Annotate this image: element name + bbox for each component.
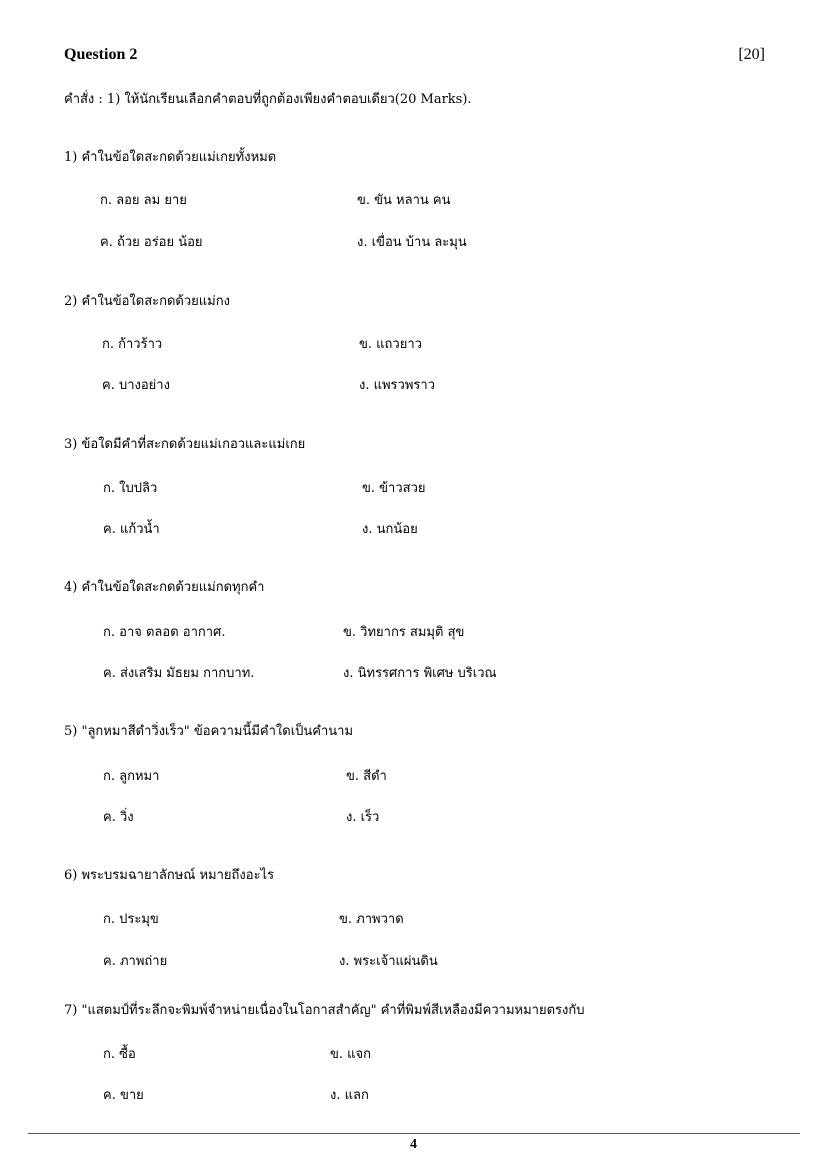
- option-c: ค. ขาย: [103, 1088, 144, 1103]
- question-text: 3) ข้อใดมีคำที่สะกดด้วยแม่เกอวและแม่เกย: [64, 437, 306, 452]
- option-b: ข. ข้าวสวย: [362, 481, 426, 496]
- option-b: ข. ภาพวาด: [339, 912, 404, 927]
- option-d: ง. แลก: [330, 1088, 369, 1103]
- question-text: 1) คำในข้อใดสะกดด้วยแม่เกยทั้งหมด: [64, 150, 277, 165]
- question-text: 5) "ลูกหมาสีดำวิ่งเร็ว" ข้อความนี้มีคำใดเป็นคำนาม: [64, 724, 354, 739]
- question-heading: Question 2: [64, 46, 138, 63]
- option-d: ง. เขื่อน บ้าน ละมุน: [357, 235, 467, 250]
- option-d: ง. เร็ว: [346, 810, 380, 825]
- question-text: 4) คำในข้อใดสะกดด้วยแม่กดทุกคำ: [64, 580, 265, 595]
- option-d: ง. นกน้อย: [362, 522, 418, 537]
- question-text: 2) คำในข้อใดสะกดด้วยแม่กง: [64, 294, 230, 309]
- question-2: [64, 292, 764, 312]
- option-c: ค. ภาพถ่าย: [103, 954, 168, 969]
- option-a: ก. ลูกหมา: [103, 769, 160, 784]
- question-3: [64, 435, 764, 455]
- footer-divider: [28, 1133, 800, 1134]
- option-b: ข. แจก: [330, 1047, 372, 1062]
- question-7: [64, 1001, 764, 1021]
- option-b: ข. แถวยาว: [359, 337, 422, 352]
- option-b: ข. วิทยากร สมมุติ สุข: [343, 625, 465, 640]
- option-a: ก. ใบปลิว: [103, 481, 158, 496]
- question-text: 6) พระบรมฉายาลักษณ์ หมายถึงอะไร: [64, 868, 275, 883]
- option-a: ก. อาจ ตลอด อากาศ.: [103, 625, 226, 640]
- option-c: ค. ถ้วย อร่อย น้อย: [100, 235, 203, 250]
- question-4: [64, 578, 764, 598]
- option-a: ก. ก้าวร้าว: [102, 337, 163, 352]
- question-5: [64, 722, 764, 742]
- instruction-text: คำสั่ง : 1) ให้นักเรียนเลือกคำตอบที่ถูกต้องเพียงคำตอบเดียว(20 Marks).: [64, 92, 472, 107]
- option-d: ง. พระเจ้าแผ่นดิน: [339, 954, 438, 969]
- question-6: [64, 866, 764, 886]
- option-d: ง. นิทรรศการ พิเศษ บริเวณ: [343, 666, 497, 681]
- option-d: ง. แพรวพราว: [359, 378, 435, 393]
- option-c: ค. ส่งเสริม มัธยม กากบาท.: [103, 666, 255, 681]
- option-b: ข. ขัน หลาน คน: [357, 193, 451, 208]
- option-a: ก. ประมุข: [103, 912, 159, 927]
- option-a: ก. ซื้อ: [103, 1047, 136, 1062]
- option-b: ข. สีดำ: [346, 769, 387, 784]
- question-1: [64, 148, 764, 168]
- option-c: ค. วิ่ง: [103, 810, 134, 825]
- question-marks: [20]: [738, 46, 765, 63]
- option-c: ค. แก้วน้ำ: [103, 522, 160, 537]
- option-a: ก. ลอย ลม ยาย: [100, 193, 187, 208]
- page-number: 4: [410, 1137, 417, 1152]
- option-c: ค. บางอย่าง: [102, 378, 170, 393]
- question-text: 7) "แสตมป์ที่ระลึกจะพิมพ์จำหน่ายเนื่องในโอกาสสำคัญ" คำที่พิมพ์สีเหลืองมีความหมายตรงกับ: [64, 1003, 585, 1018]
